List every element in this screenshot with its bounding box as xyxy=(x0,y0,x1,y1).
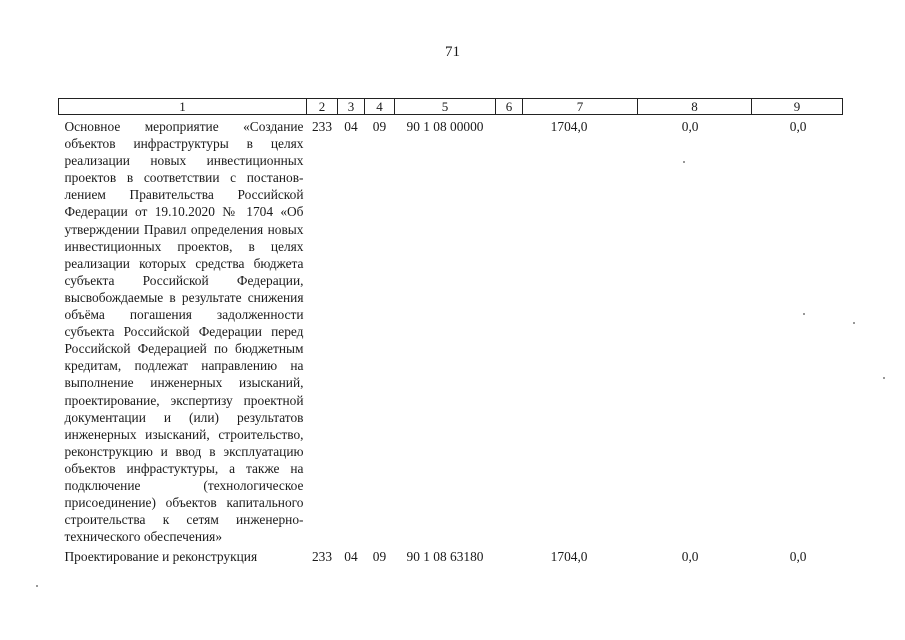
scan-speck xyxy=(803,313,805,315)
header-row xyxy=(59,99,843,115)
scan-speck xyxy=(36,585,38,587)
row-code-4: 09 xyxy=(372,119,387,134)
header-col-8: 8 xyxy=(638,99,752,115)
header-col-9: 9 xyxy=(752,99,843,115)
page-number: 71 xyxy=(445,44,460,60)
row-code-5: 90 1 08 00000 xyxy=(406,119,484,134)
row-name: Проектирование и реконструкция xyxy=(64,549,258,565)
row-value-8: 0,0 xyxy=(681,549,699,565)
row-code-2: 233 xyxy=(311,119,333,134)
table-row xyxy=(59,115,843,546)
table-row xyxy=(59,545,843,565)
header-col-1: 1 xyxy=(59,99,307,115)
header-col-4: 4 xyxy=(365,99,395,115)
row-code-4: 09 xyxy=(372,549,387,565)
row-code-5: 90 1 08 63180 xyxy=(406,549,484,565)
header-col-2: 2 xyxy=(307,99,338,115)
row-code-6 xyxy=(496,545,523,565)
row-value-8: 0,0 xyxy=(681,119,699,134)
budget-table xyxy=(58,98,843,565)
row-code-6 xyxy=(496,115,523,546)
row-value-7: 1704,0 xyxy=(550,119,588,134)
header-col-6: 6 xyxy=(496,99,523,115)
scan-speck xyxy=(883,377,885,379)
row-name: Основное мероприятие «Создание объектов инфраструктуры в целях реализации новых инвестиционных проектов в соответствии с постановлением Правительства Российской Федерации от 19.10.2020 № 1704 «Об утверждении Правил определения новых инвестиционных проектов, в целях реализации которых средства бюджета субъекта Российской Федерации, высвобождаемые в результате снижения объёма погашения задолженности субъекта Российской Федерации перед Российской Федерацией по бюджетным кредитам, подлежат направлению на выполнение инженерных изысканий, проектирование, экспертизу проектной документации и (или) результатов инженерных изысканий, строительство, реконструкцию и ввод в эксплуатацию объектов инфрастуктуры, а также на подключение (технологическое присоединение) объектов капитального строительства к сетям инженерно-технического обеспечения» xyxy=(64,119,304,545)
scan-speck xyxy=(683,161,685,163)
header-col-5: 5 xyxy=(395,99,496,115)
row-value-7: 1704,0 xyxy=(550,549,588,565)
header-col-7: 7 xyxy=(523,99,638,115)
row-value-9: 0,0 xyxy=(789,119,807,134)
row-code-2: 233 xyxy=(311,549,333,565)
row-code-3: 04 xyxy=(344,119,358,134)
row-value-9: 0,0 xyxy=(789,549,807,565)
header-col-3: 3 xyxy=(338,99,365,115)
row-code-3: 04 xyxy=(344,549,358,565)
scan-speck xyxy=(853,322,855,324)
